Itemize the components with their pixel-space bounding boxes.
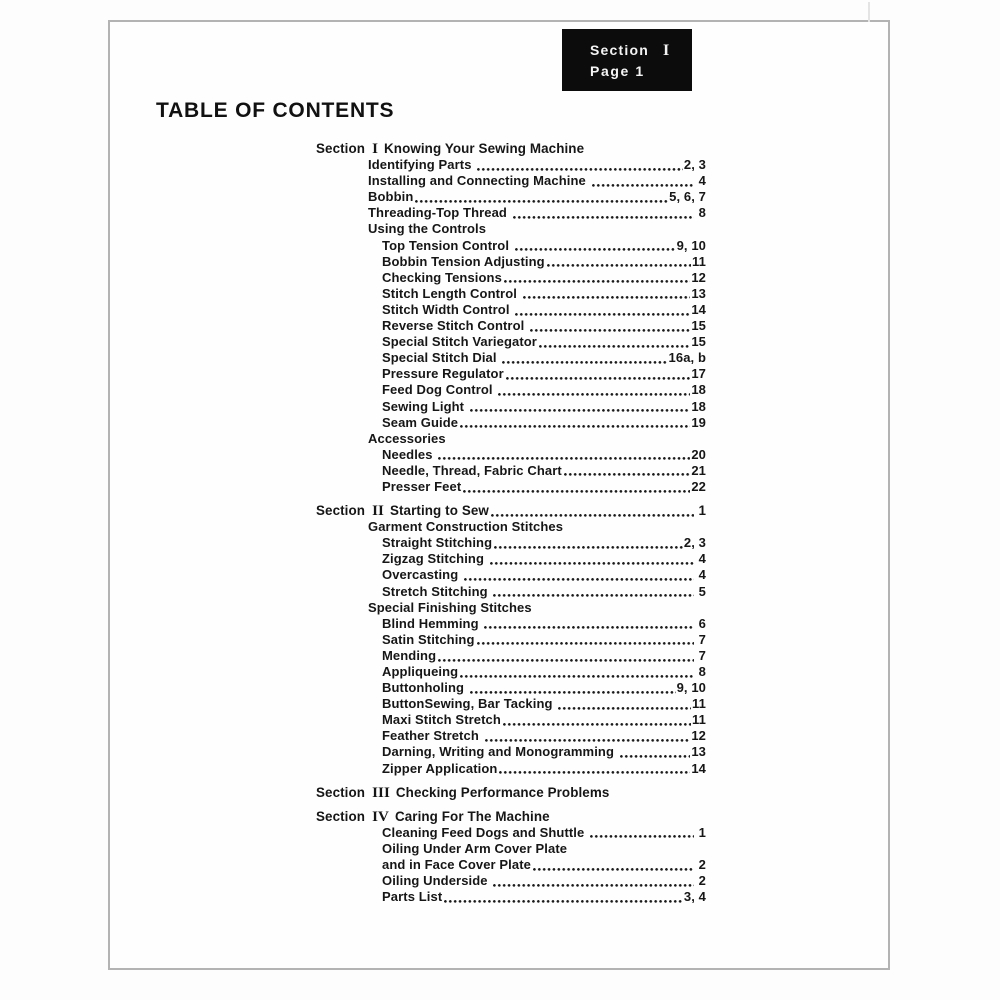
toc-leader-dots (590, 835, 694, 838)
page-title: TABLE OF CONTENTS (156, 99, 395, 122)
toc-entry (316, 447, 706, 463)
toc-page-number: 18 (691, 382, 706, 398)
toc-entry (316, 519, 706, 535)
toc-entry (316, 302, 706, 318)
toc-page-number: 13 (691, 744, 706, 760)
toc-page-number: 7 (694, 631, 706, 647)
toc-entry (316, 744, 706, 760)
toc-entry-label: Pressure Regulator (382, 366, 504, 382)
toc-entry (316, 664, 706, 680)
toc-entry (316, 567, 706, 583)
toc-entry (316, 696, 706, 712)
toc-section-roman-numeral: II (372, 503, 384, 520)
toc-page-number: 12 (691, 269, 706, 285)
toc-entry-label: Feed Dog Control (382, 382, 497, 398)
toc-entry-label: and in Face Cover Plate (382, 857, 531, 873)
toc-page-number: 11 (692, 696, 706, 712)
toc-entry (316, 761, 706, 777)
toc-entry-label: ButtonSewing, Bar Tacking (382, 696, 557, 712)
toc-section-heading (316, 785, 706, 801)
toc-section-title: Caring For The Machine (394, 808, 550, 824)
toc-entry (316, 254, 706, 270)
toc-page-number: 5, 6, 7 (669, 189, 706, 205)
toc-page-number: 13 (691, 285, 706, 301)
toc-leader-dots (460, 425, 690, 428)
toc-page-number: 8 (694, 664, 706, 679)
toc-section-roman-numeral: I (372, 141, 379, 157)
toc-leader-dots (498, 393, 690, 396)
toc-page-number: 20 (691, 446, 706, 462)
tag-section-numeral: I (662, 42, 671, 59)
toc-leader-dots (415, 200, 668, 203)
toc-entry-label: Maxi Stitch Stretch (382, 712, 501, 728)
toc-leader-dots (484, 626, 694, 629)
toc-leader-dots (564, 473, 691, 476)
toc-entry-label: Special Stitch Dial (382, 350, 501, 366)
toc-entry-label: Special Finishing Stitches (368, 599, 532, 615)
toc-entry-label: Needles (382, 446, 437, 462)
toc-entry (316, 600, 706, 616)
toc-leader-dots (470, 409, 691, 412)
toc-entry-label: Special Stitch Variegator (382, 334, 537, 350)
toc-page-number: 2 (694, 857, 706, 873)
toc-entry (316, 889, 706, 905)
tag-page-label: Page 1 (590, 63, 645, 79)
toc-entry-label (316, 809, 550, 825)
toc-entry (316, 205, 706, 221)
toc-entry (316, 157, 706, 173)
toc-page-number: 2, 3 (683, 535, 706, 551)
toc-entry-label: Feather Stretch (382, 728, 483, 744)
toc-page-number: 9, 10 (676, 237, 706, 253)
toc-leader-dots (504, 280, 690, 283)
toc-leader-dots (513, 216, 694, 219)
toc-page-number: 9, 10 (676, 680, 706, 696)
toc-page-number: 22 (691, 478, 706, 494)
toc-page-number: 4 (694, 551, 706, 567)
toc-entry (316, 415, 706, 431)
toc-page-number: 2, 3 (683, 157, 706, 173)
toc-page-number: 8 (694, 205, 706, 221)
toc-entry (316, 334, 706, 350)
toc-page-number: 4 (694, 567, 706, 583)
toc-entry-label: Zigzag Stitching (382, 551, 488, 567)
toc-entry-label (316, 141, 584, 157)
toc-entry-label: Presser Feet (382, 478, 462, 494)
toc-leader-dots (620, 755, 691, 758)
toc-entry (316, 857, 706, 873)
toc-leader-dots (547, 264, 691, 267)
toc-leader-dots (515, 313, 690, 316)
toc-section-heading (316, 503, 706, 519)
toc-page-number: 5 (694, 583, 706, 599)
toc-page-number: 14 (691, 760, 706, 776)
toc-entry-label: Buttonholing (382, 680, 468, 696)
toc-entry (316, 648, 706, 664)
toc-leader-dots (477, 168, 683, 171)
toc-section-prefix: Section (316, 784, 366, 800)
toc-page-number: 2 (694, 873, 706, 889)
toc-leader-dots (490, 562, 694, 565)
toc-entry (316, 712, 706, 728)
toc-leader-dots (470, 691, 676, 694)
toc-entry-label: Oiling Underside (382, 873, 492, 889)
toc-entry-label: Stretch Stitching (382, 583, 492, 599)
toc-leader-dots (503, 723, 691, 726)
toc-leader-dots (558, 707, 691, 710)
toc-page-number: 1 (694, 503, 706, 519)
toc-section-prefix: Section (316, 808, 366, 824)
table-of-contents (316, 141, 706, 905)
document-page (108, 20, 890, 970)
toc-entry-label: Stitch Length Control (382, 285, 521, 301)
toc-entry-label: Top Tension Control (382, 237, 513, 253)
toc-leader-dots (523, 296, 691, 299)
toc-leader-dots (485, 739, 691, 742)
toc-leader-dots (506, 377, 691, 380)
toc-entry (316, 535, 706, 551)
toc-entry-label: Straight Stitching (382, 535, 493, 551)
toc-entry (316, 551, 706, 567)
toc-section-heading (316, 141, 706, 157)
toc-entry-label: Seam Guide (382, 414, 459, 430)
toc-page-number: 19 (691, 414, 706, 430)
toc-leader-dots (494, 546, 683, 549)
toc-entry-label: Zipper Application (382, 760, 498, 776)
toc-entry-label (316, 503, 489, 519)
toc-entry (316, 238, 706, 254)
toc-entry (316, 350, 706, 366)
toc-entry-label: Blind Hemming (382, 615, 483, 631)
toc-section-title: Knowing Your Sewing Machine (384, 141, 585, 156)
toc-entry-label: Appliqueing (382, 664, 459, 679)
toc-leader-dots (493, 884, 694, 887)
toc-page-number: 4 (694, 173, 706, 189)
toc-entry-label: Needle, Thread, Fabric Chart (382, 462, 562, 478)
toc-page-number: 15 (691, 318, 706, 334)
toc-entry-label (316, 785, 609, 801)
toc-entry (316, 286, 706, 302)
toc-entry (316, 728, 706, 744)
toc-entry (316, 584, 706, 600)
toc-entry-label: Mending (382, 647, 437, 663)
section-page-tag (562, 29, 692, 91)
toc-page-number: 1 (694, 824, 706, 840)
toc-leader-dots (460, 675, 694, 678)
toc-leader-dots (464, 578, 694, 581)
toc-entry (316, 463, 706, 479)
toc-entry-label: Reverse Stitch Control (382, 318, 529, 334)
toc-entry-label: Darning, Writing and Monogramming (382, 744, 618, 760)
toc-entry (316, 270, 706, 286)
toc-entry (316, 189, 706, 205)
toc-page-number: 17 (691, 366, 706, 382)
toc-entry (316, 366, 706, 382)
toc-entry-label: Installing and Connecting Machine (368, 173, 590, 189)
toc-page-number: 6 (694, 615, 706, 631)
toc-page-number: 21 (691, 462, 706, 478)
toc-leader-dots (477, 642, 694, 645)
toc-leader-dots (493, 594, 694, 597)
toc-page-number: 7 (694, 647, 706, 663)
toc-leader-dots (438, 457, 690, 460)
toc-entry-label: Satin Stitching (382, 631, 475, 647)
toc-section-prefix: Section (316, 141, 366, 156)
toc-entry (316, 221, 706, 237)
toc-section-heading (316, 809, 706, 825)
toc-entry (316, 616, 706, 632)
toc-page-number: 12 (691, 728, 706, 744)
toc-page-number: 11 (692, 253, 706, 269)
toc-entry-label: Garment Construction Stitches (368, 519, 564, 535)
toc-entry (316, 841, 706, 857)
toc-entry-label: Threading-Top Thread (368, 205, 511, 221)
toc-section-roman-numeral: III (372, 784, 390, 801)
toc-page-number: 3, 4 (683, 889, 706, 905)
toc-entry (316, 318, 706, 334)
toc-entry-label: Overcasting (382, 567, 462, 583)
toc-page-number: 11 (692, 712, 706, 728)
toc-entry-label: Stitch Width Control (382, 301, 514, 317)
tag-section-label: Section (590, 42, 649, 58)
toc-entry-label: Accessories (368, 430, 446, 446)
toc-section-roman-numeral: IV (372, 808, 389, 825)
toc-entry-label: Bobbin Tension Adjusting (382, 253, 545, 269)
toc-leader-dots (438, 659, 694, 662)
toc-leader-dots (502, 361, 667, 364)
toc-entry-label: Oiling Under Arm Cover Plate (382, 840, 568, 856)
toc-entry (316, 431, 706, 447)
toc-leader-dots (444, 900, 683, 903)
toc-entry (316, 825, 706, 841)
scan-artifact-tick (868, 2, 870, 22)
tag-section-line (590, 40, 692, 61)
toc-leader-dots (539, 345, 690, 348)
toc-entry (316, 479, 706, 495)
toc-leader-dots (463, 490, 690, 493)
toc-leader-dots (515, 248, 676, 251)
toc-entry-label: Sewing Light (382, 398, 468, 414)
toc-section-title: Checking Performance Problems (395, 784, 610, 800)
toc-entry-label: Parts List (382, 889, 443, 905)
toc-page-number: 14 (691, 301, 706, 317)
toc-entry (316, 632, 706, 648)
toc-entry-label: Bobbin (368, 189, 414, 205)
toc-page-number: 15 (691, 334, 706, 350)
toc-leader-dots (530, 329, 690, 332)
toc-leader-dots (491, 514, 694, 517)
toc-entry (316, 173, 706, 189)
toc-entry (316, 680, 706, 696)
toc-entry (316, 382, 706, 398)
toc-entry (316, 399, 706, 415)
toc-section-title: Starting to Sew (389, 503, 489, 519)
toc-page-number: 16a, b (668, 350, 706, 366)
toc-leader-dots (499, 771, 690, 774)
toc-entry (316, 873, 706, 889)
toc-page-number: 18 (691, 398, 706, 414)
toc-entry-label: Identifying Parts (368, 157, 476, 173)
toc-entry-label: Cleaning Feed Dogs and Shuttle (382, 824, 589, 840)
toc-leader-dots (533, 868, 694, 871)
toc-leader-dots (592, 184, 694, 187)
toc-entry-label: Checking Tensions (382, 269, 502, 285)
toc-section-prefix: Section (316, 503, 366, 519)
toc-entry-label: Using the Controls (368, 221, 487, 237)
